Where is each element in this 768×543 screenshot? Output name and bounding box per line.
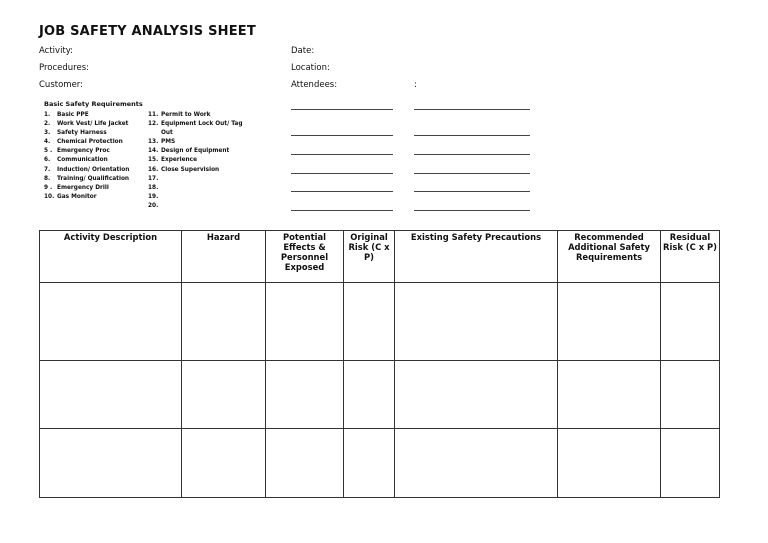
requirement-label: Basic PPE: [57, 112, 89, 118]
table-cell[interactable]: [661, 283, 720, 361]
table-row: [40, 283, 720, 361]
requirement-item: [148, 138, 242, 147]
requirement-label: Safety Harness: [57, 130, 107, 137]
requirement-item: [148, 184, 242, 193]
header-potential-effects: Potential Effects & Personnel Exposed: [266, 231, 344, 283]
requirement-label: Design of Equipment: [161, 148, 230, 155]
requirement-number: 17.: [148, 175, 159, 182]
requirements-column-2: [148, 111, 242, 211]
table-cell[interactable]: [558, 429, 661, 498]
attendee-line[interactable]: [291, 109, 393, 110]
requirement-number: 3.: [44, 130, 51, 137]
requirements-column-1: [44, 111, 129, 202]
requirement-number: 20.: [148, 202, 159, 209]
requirement-label: Out: [161, 130, 173, 137]
procedures-label: Procedures:: [39, 63, 89, 73]
requirement-label: Induction/ Orientation: [57, 166, 130, 173]
requirement-item: [44, 184, 129, 193]
header-activity-description: Activity Description: [40, 231, 182, 283]
table-cell[interactable]: [395, 361, 558, 429]
customer-label: Customer:: [39, 80, 84, 90]
requirement-number: 19.: [148, 193, 159, 200]
table-cell[interactable]: [266, 361, 344, 429]
table-cell[interactable]: [40, 429, 182, 498]
attendee-line[interactable]: [291, 210, 393, 211]
requirement-number: 11.: [148, 112, 159, 118]
date-label: Date:: [291, 46, 315, 56]
requirement-item: [148, 166, 242, 175]
requirement-label: Close Supervision: [161, 166, 220, 173]
requirement-number: 14.: [148, 148, 159, 155]
table-cell[interactable]: [344, 283, 395, 361]
header-hazard: Hazard: [182, 231, 266, 283]
attendees-label: Attendees:: [291, 80, 338, 90]
requirement-label: Equipment Lock Out/ Tag: [161, 121, 243, 128]
attendee-line[interactable]: [414, 109, 530, 110]
requirement-item: [44, 193, 129, 202]
requirement-number: 16.: [148, 166, 159, 173]
table-cell[interactable]: [182, 429, 266, 498]
requirement-item: [44, 111, 129, 120]
attendee-line[interactable]: [414, 173, 530, 174]
table-cell[interactable]: [558, 283, 661, 361]
table-cell[interactable]: [182, 283, 266, 361]
requirement-number: 2.: [44, 121, 51, 128]
page-title: JOB SAFETY ANALYSIS SHEET: [39, 24, 256, 39]
requirement-item: [148, 156, 242, 165]
requirement-label: Chemical Protection: [57, 139, 123, 146]
requirement-item: [44, 175, 129, 184]
header-existing-precautions: Existing Safety Precautions: [395, 231, 558, 283]
requirement-label: Permit to Work: [161, 112, 211, 118]
table-cell[interactable]: [40, 361, 182, 429]
requirement-label: Emergency Drill: [57, 184, 109, 191]
requirement-item: [148, 111, 242, 120]
requirement-number: 7.: [44, 166, 51, 173]
attendee-line[interactable]: [414, 210, 530, 211]
requirement-label: Work Vest/ Life Jacket: [57, 121, 129, 128]
table-cell[interactable]: [182, 361, 266, 429]
table-row: [40, 361, 720, 429]
requirement-label: Experience: [161, 157, 198, 164]
requirement-item: [148, 129, 242, 138]
attendee-line[interactable]: [291, 173, 393, 174]
header-original-risk: Original Risk (C x P): [344, 231, 395, 283]
requirement-number: 18.: [148, 184, 159, 191]
requirement-item: [148, 175, 242, 184]
table-cell[interactable]: [661, 361, 720, 429]
requirement-number: 8.: [44, 175, 51, 182]
requirement-item: [44, 166, 129, 175]
table-cell[interactable]: [40, 283, 182, 361]
requirement-item: [148, 202, 242, 211]
requirement-label: Gas Monitor: [57, 193, 97, 200]
activity-label: Activity:: [39, 46, 74, 56]
attendee-line[interactable]: [414, 191, 530, 192]
requirement-label: PMS: [161, 139, 176, 146]
table-cell[interactable]: [266, 429, 344, 498]
table-cell[interactable]: [661, 429, 720, 498]
location-label: Location:: [291, 63, 330, 73]
requirement-number: 5 .: [44, 148, 53, 155]
requirement-number: 9 .: [44, 184, 53, 191]
table-cell[interactable]: [395, 283, 558, 361]
table-cell[interactable]: [344, 361, 395, 429]
requirement-number: 6.: [44, 157, 51, 164]
jsa-table: [39, 230, 720, 498]
requirement-item: [44, 129, 129, 138]
requirement-item: [44, 120, 129, 129]
table-cell[interactable]: [344, 429, 395, 498]
attendees-colon: :: [414, 80, 417, 90]
requirement-number: 13.: [148, 139, 159, 146]
requirement-number: 1.: [44, 112, 51, 118]
requirement-item: [44, 147, 129, 156]
requirement-item: [148, 120, 242, 129]
requirement-number: 15.: [148, 157, 159, 164]
requirement-number: 4.: [44, 139, 51, 146]
attendee-line[interactable]: [291, 154, 393, 155]
header-residual-risk: Residual Risk (C x P): [661, 231, 720, 283]
table-cell[interactable]: [266, 283, 344, 361]
attendee-line[interactable]: [414, 154, 530, 155]
header-recommended-requirements: Recommended Additional Safety Requirements: [558, 231, 661, 283]
requirements-title: Basic Safety Requirements: [44, 100, 143, 108]
table-cell[interactable]: [558, 361, 661, 429]
requirement-label: Communication: [57, 157, 108, 164]
requirement-label: Emergency Proc: [57, 148, 110, 155]
requirement-number: 12.: [148, 121, 159, 128]
requirement-number: 10.: [44, 193, 55, 200]
attendee-line[interactable]: [291, 191, 393, 192]
requirement-label: Training/ Qualification: [57, 175, 130, 182]
requirement-item: [148, 147, 242, 156]
requirement-item: [44, 138, 129, 147]
table-header-row: [40, 231, 720, 283]
requirement-item: [148, 193, 242, 202]
attendee-line[interactable]: [414, 135, 530, 136]
requirement-item: [44, 156, 129, 165]
attendee-line[interactable]: [291, 135, 393, 136]
table-row: [40, 429, 720, 498]
table-cell[interactable]: [395, 429, 558, 498]
